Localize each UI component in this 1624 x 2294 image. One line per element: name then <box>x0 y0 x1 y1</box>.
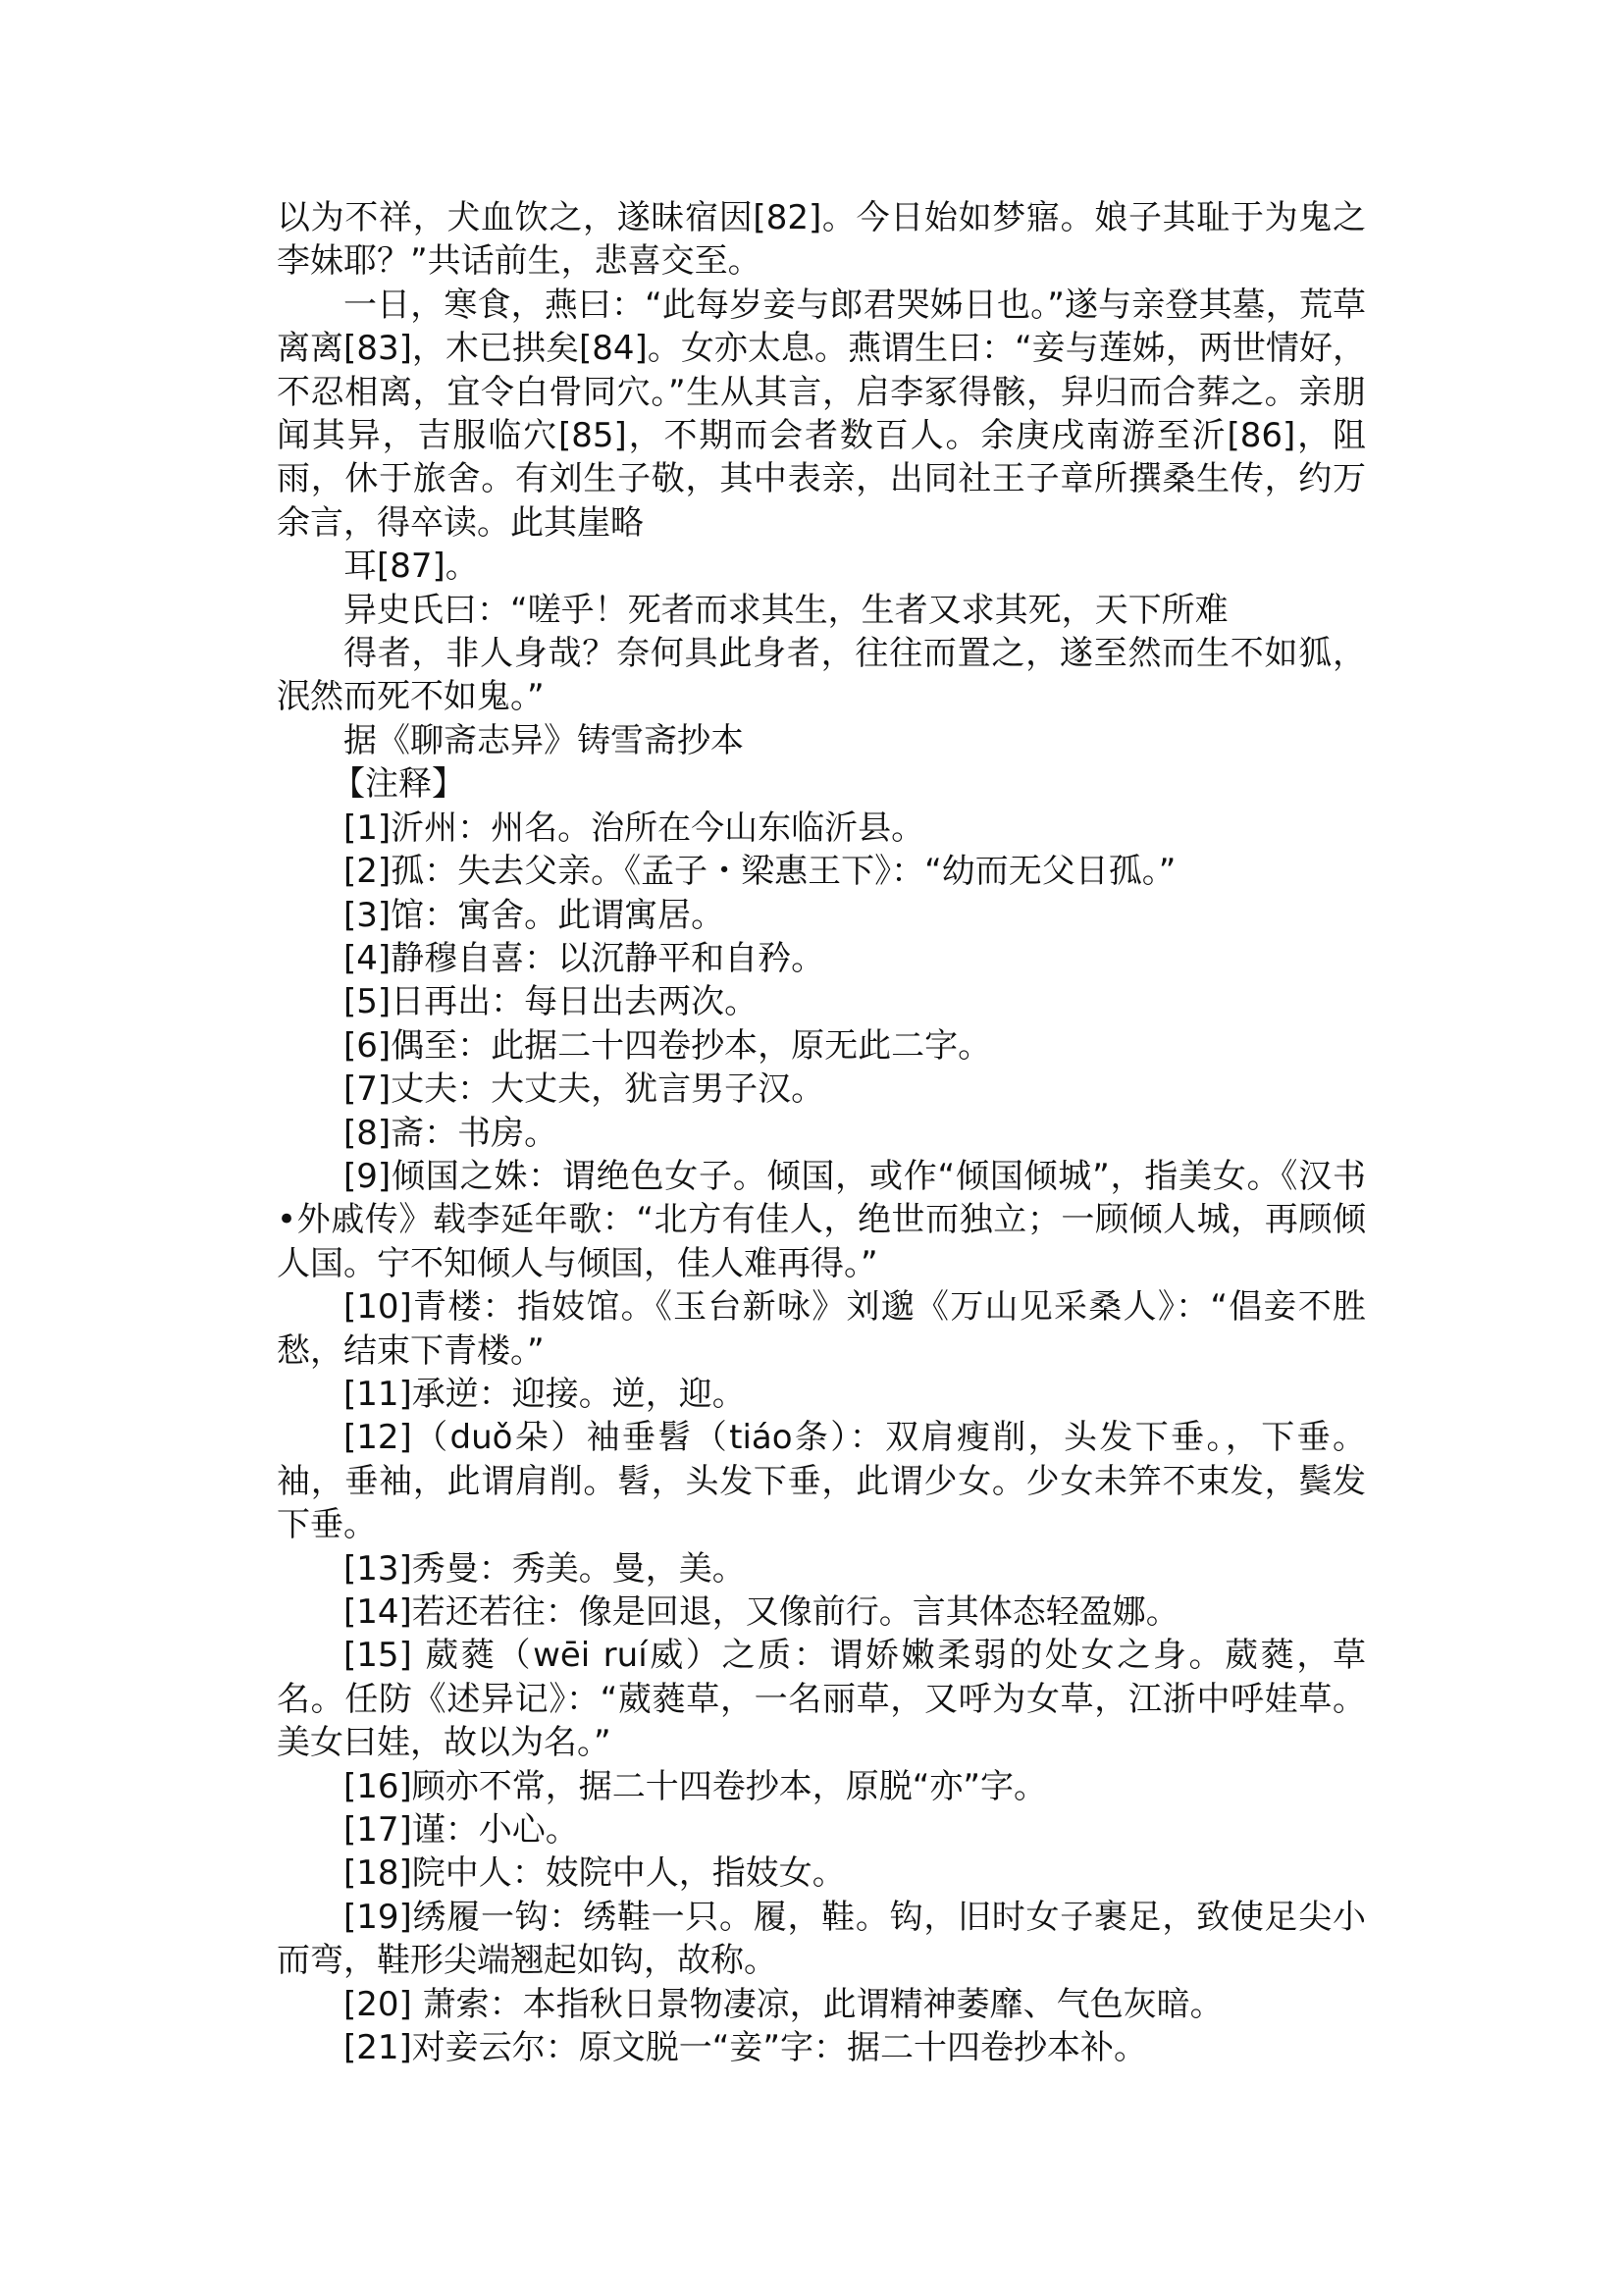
paragraph-historian-comment-cont: 得者，非人身哉？奈何具此身者，往往而置之，遂至然而生不如狐，泯然而死不如鬼。” <box>277 634 1366 717</box>
note-item: [1]沂州：州名。治所在今山东临沂县。 <box>343 808 925 848</box>
document-body <box>277 196 1366 2069</box>
note-item: [17]谨：小心。 <box>343 1810 579 1851</box>
note-item: [11]承逆：迎接。逆，迎。 <box>343 1374 746 1414</box>
note-item: [19]绣履一钩：绣鞋一只。履，鞋。钩，旧时女子裹足，致使足尖小而弯，鞋形尖端翘起如钩，故称。 <box>277 1897 1366 1981</box>
note-item: [13]秀曼：秀美。曼，美。 <box>343 1548 746 1589</box>
note-item: [21]对妾云尔：原文脱一“妾”字：据二十四卷抄本补。 <box>343 2028 1148 2068</box>
note-item: [7]丈夫：大丈夫，犹言男子汉。 <box>343 1069 825 1110</box>
paragraph-fragment: 耳[87]。 <box>343 547 479 587</box>
note-item: [9]倾国之姝：谓绝色女子。倾国，或作“倾国倾城”，指美女。《汉书 •外戚传》载李延年歌：“北方有佳人，绝世而独立；一顾倾人城，再顾倾人国。宁不知倾人与倾国，佳人难再得。” <box>277 1156 1366 1283</box>
note-item: [15] 葳蕤（wēi ruí威）之质：谓娇嫩柔弱的处女之身。葳蕤，草名。任防《述异记》：“葳蕤草，一名丽草，又呼为女草，江浙中呼娃草。美女曰娃，故以为名。” <box>277 1636 1366 1763</box>
note-item: [5]日再出：每日出去两次。 <box>343 982 759 1022</box>
note-item: [8]斋：书房。 <box>343 1113 558 1153</box>
paragraph-continuation: 以为不祥，犬血饮之，遂昧宿因[82]。今日始如梦寤。娘子其耻于为鬼之李妹耶？”共话前生，悲喜交至。 <box>277 198 1366 282</box>
note-item: [3]馆：寓舍。此谓寓居。 <box>343 895 725 935</box>
note-item: [14]若还若往：像是回退，又像前行。言其体态轻盈娜。 <box>343 1592 1179 1632</box>
note-item: [6]偶至：此据二十四卷抄本，原无此二字。 <box>343 1025 992 1066</box>
paragraph-historian-comment: 异史氏曰：“嗟乎！死者而求其生，生者又求其死，天下所难 <box>343 590 1229 630</box>
note-item: [4]静穆自喜：以沉静平和自矜。 <box>343 938 825 978</box>
notes-heading: 【注释】 <box>332 764 465 805</box>
paragraph-cold-food-day: 一日，寒食，燕曰：“此每岁妾与郎君哭姊日也。”遂与亲登其墓，荒草离离[83]，木已拱矣[84]。女亦太息。燕谓生曰：“妾与莲姊，两世情好，不忍相离，宜令白骨同穴。”生从其言，启李冢得骸，舁归而合葬之。亲朋闻其异，吉服临穴[85]，不期而会者数百人。余庚戌南游至沂[86]，阻雨，休于旅舍。有刘生子敬，其中表亲，出同社王子章所撰桑生传，约万余言，得卒读。此其崖略 <box>277 285 1366 543</box>
note-item: [18]院中人：妓院中人，指妓女。 <box>343 1853 846 1894</box>
note-item: [16]顾亦不常，据二十四卷抄本，原脱“亦”字。 <box>343 1766 1048 1806</box>
source-note: 据《聊斋志异》铸雪斋抄本 <box>343 720 744 760</box>
note-item: [20] 萧索：本指秋日景物凄凉，此谓精神萎靡、气色灰暗。 <box>343 1984 1224 2024</box>
note-item: [12]（duǒ朵）袖垂髫（tiáo条）：双肩瘦削，头发下垂。，下垂。袖，垂袖，此谓肩削。髫，头发下垂，此谓少女。少女未笄不束发，鬓发下垂。 <box>277 1418 1366 1545</box>
note-item: [2]孤：失去父亲。《孟子・梁惠王下》：“幼而无父日孤。” <box>343 852 1177 892</box>
note-item: [10]青楼：指妓馆。《玉台新咏》刘邈《万山见采桑人》：“倡妾不胜愁，结束下青楼。” <box>277 1287 1366 1371</box>
